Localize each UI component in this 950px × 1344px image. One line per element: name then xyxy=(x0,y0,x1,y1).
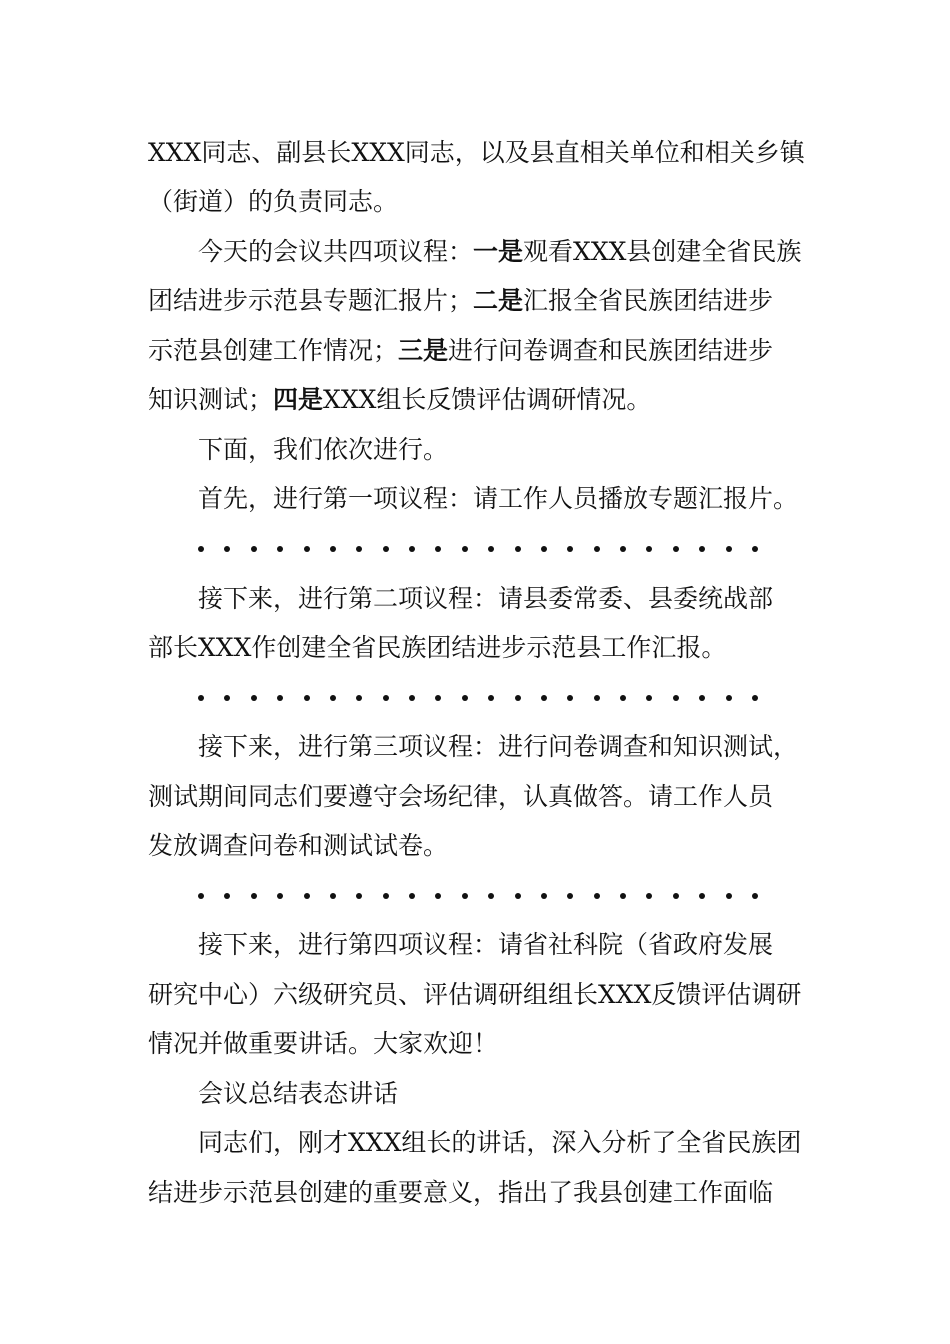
text-run: 示范县创建工作情况； xyxy=(148,336,399,365)
section-heading: 会议总结表态讲话 xyxy=(198,1079,399,1108)
text-run: 汇报全省民族团结进步 xyxy=(523,286,774,315)
text-run: XXX组长反馈评估调研情况。 xyxy=(323,385,652,414)
dot-separator xyxy=(198,524,758,574)
dot-separator xyxy=(198,871,758,921)
agenda-marker: 三是 xyxy=(398,336,449,365)
dot-separator xyxy=(198,673,758,723)
paragraph-line: 发放调查问卷和测试试卷。 xyxy=(148,831,449,860)
paragraph-line: （街道）的负责同志。 xyxy=(148,187,399,216)
paragraph-line: 结进步示范县创建的重要意义，指出了我县创建工作面临 xyxy=(148,1178,774,1207)
paragraph-line: 研究中心）六级研究员、评估调研组组长XXX反馈评估调研 xyxy=(148,980,802,1009)
paragraph-line xyxy=(198,227,848,277)
paragraph-line: 同志们，刚才XXX组长的讲话，深入分析了全省民族团 xyxy=(198,1128,802,1157)
paragraph-line: 接下来，进行第三项议程：进行问卷调查和知识测试， xyxy=(198,732,799,761)
text-run: 今天的会议共四项议程： xyxy=(198,237,474,266)
paragraph-line: 测试期间同志们要遵守会场纪律，认真做答。请工作人员 xyxy=(148,782,774,811)
paragraph-line: 情况并做重要讲话。大家欢迎！ xyxy=(148,1029,499,1058)
paragraph-line: 接下来，进行第四项议程：请省社科院（省政府发展 xyxy=(198,930,774,959)
paragraph-line xyxy=(148,326,848,376)
paragraph-line: 首先，进行第一项议程：请工作人员播放专题汇报片。 xyxy=(198,484,799,513)
text-run: 进行问卷调查和民族团结进步 xyxy=(448,336,774,365)
paragraph-line: XXX同志、副县长XXX同志，以及县直相关单位和相关乡镇 xyxy=(148,138,805,167)
text-run: 团结进步示范县专题汇报片； xyxy=(148,286,474,315)
paragraph-line: 部长XXX作创建全省民族团结进步示范县工作汇报。 xyxy=(148,633,727,662)
paragraph-line xyxy=(148,375,848,425)
agenda-marker: 一是 xyxy=(473,237,524,266)
text-run: 观看XXX县创建全省民族 xyxy=(523,237,802,266)
paragraph-line xyxy=(148,276,848,326)
paragraph-line: 接下来，进行第二项议程：请县委常委、县委统战部 xyxy=(198,584,774,613)
paragraph-line: 下面，我们依次进行。 xyxy=(198,435,449,464)
agenda-marker: 二是 xyxy=(473,286,524,315)
text-run: 知识测试； xyxy=(148,385,274,414)
agenda-marker: 四是 xyxy=(273,385,324,414)
